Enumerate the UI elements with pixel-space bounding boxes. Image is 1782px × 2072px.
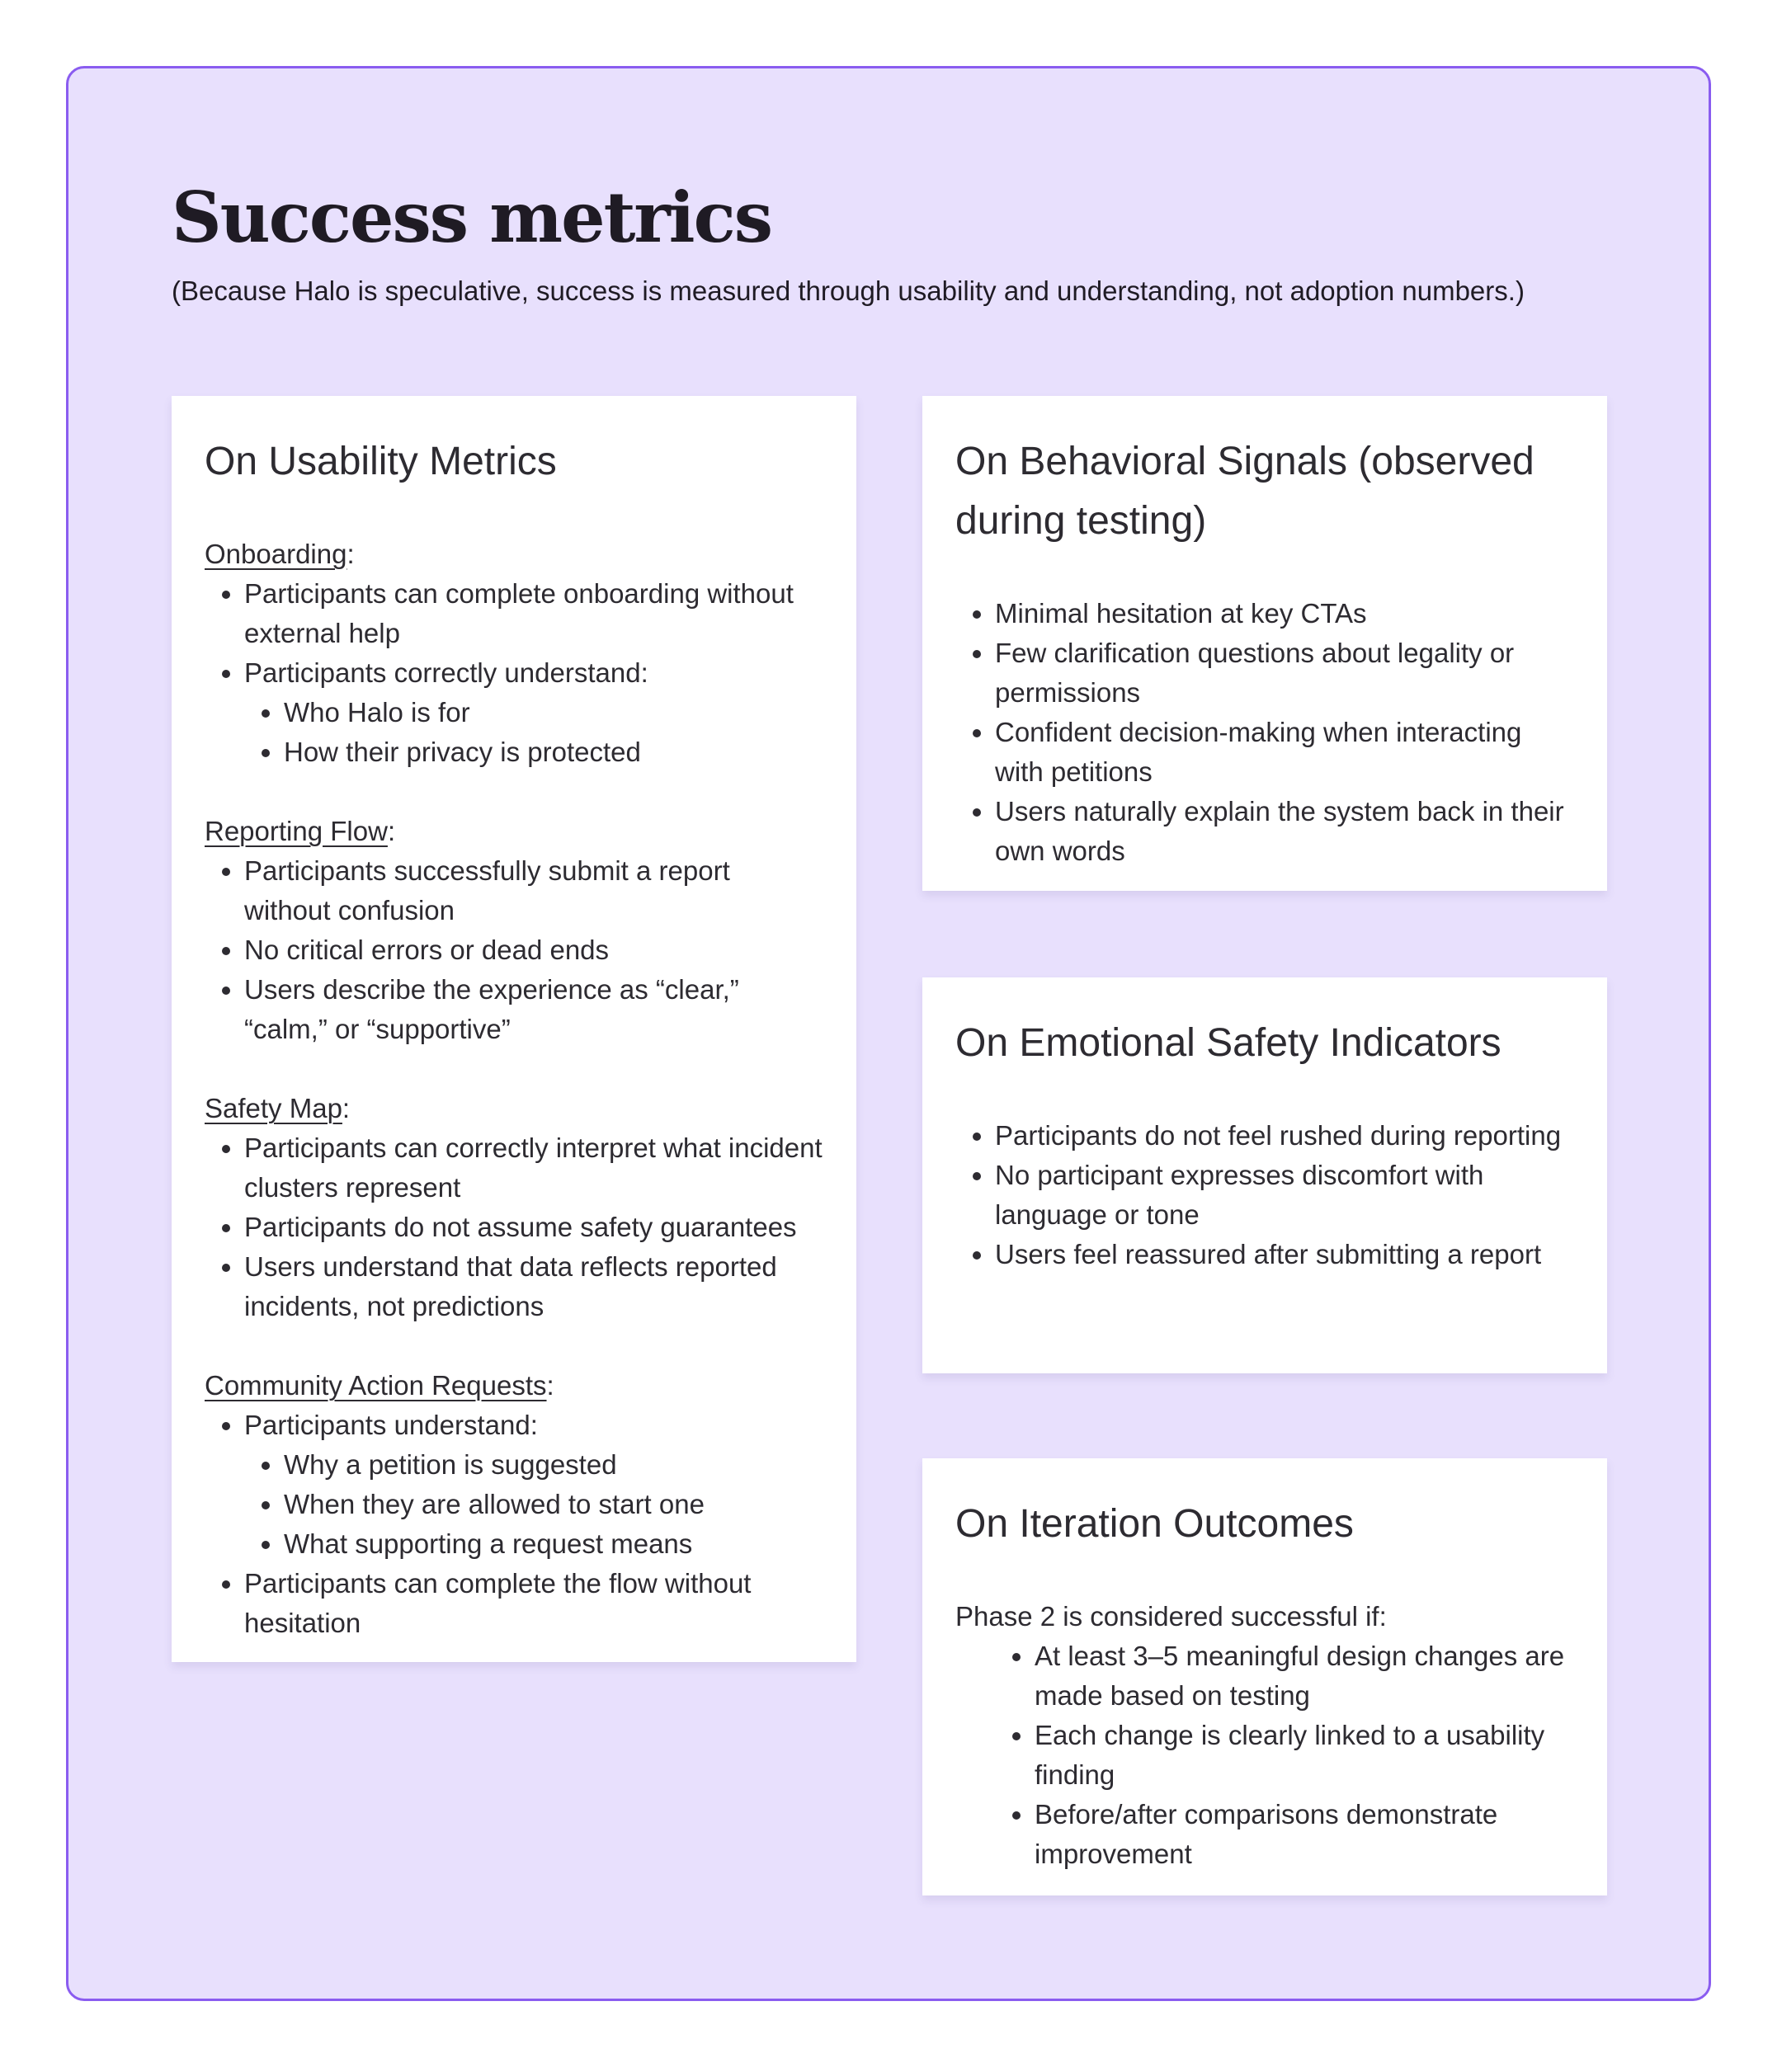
section-heading: Reporting Flow: [205, 816, 396, 846]
list-item: • Participants can complete the flow without hesitation [244, 1564, 823, 1643]
list-item: • Participants can complete onboarding without external help [244, 574, 823, 653]
list-item [244, 653, 823, 772]
iteration-outcomes-card [922, 1458, 1607, 1895]
community-action-section [205, 1366, 823, 1643]
list-item: • Who Halo is for [284, 693, 823, 732]
card-title: On Usability Metrics [205, 440, 557, 483]
list-item: • Users naturally explain the system back in their own words [995, 792, 1574, 871]
list-item: • Participants successfully submit a report without confusion [244, 851, 823, 930]
list-item: • When they are allowed to start one [284, 1485, 823, 1524]
list-item: • Participants do not feel rushed during reporting [995, 1116, 1574, 1156]
card-body [955, 594, 1574, 871]
card-title: On Behavioral Signals (observed during testing) [955, 440, 1534, 543]
list-item: • Confident decision-making when interacting with petitions [995, 713, 1574, 792]
behavioral-signals-card [922, 396, 1607, 891]
section-heading-label: Onboarding [205, 539, 347, 569]
reporting-flow-section [205, 812, 823, 1049]
intro-text: Phase 2 is considered successful if: [955, 1601, 1387, 1632]
list-item: • Minimal hesitation at key CTAs [995, 594, 1574, 633]
list-item: • Users describe the experience as “clear,” “calm,” or “supportive” [244, 970, 823, 1049]
list-item: • Why a petition is suggested [284, 1445, 823, 1485]
list-item: • How their privacy is protected [284, 732, 823, 772]
page-subtitle: (Because Halo is speculative, success is measured through usability and understanding, not adoption numbers.) [172, 275, 1525, 306]
bullet-list [955, 594, 1574, 871]
section-heading: Onboarding: [205, 539, 355, 569]
list-item: • Users understand that data reflects reported incidents, not predictions [244, 1247, 823, 1326]
list-item [244, 1406, 823, 1564]
section-heading-label: Community Action Requests [205, 1370, 547, 1401]
list-item: • Before/after comparisons demonstrate improvement [1035, 1795, 1574, 1874]
card-body [955, 1597, 1574, 1874]
bullet-list [955, 1636, 1574, 1874]
list-item: • Few clarification questions about legality or permissions [995, 633, 1574, 713]
list-item-label: Participants understand: [244, 1410, 538, 1440]
nested-bullet-list [244, 693, 823, 772]
safety-map-section [205, 1089, 823, 1326]
list-item: • What supporting a request means [284, 1524, 823, 1564]
section-heading-label: Reporting Flow [205, 816, 388, 846]
section-heading-label: Safety Map [205, 1093, 342, 1123]
card-title: On Emotional Safety Indicators [955, 1021, 1502, 1065]
list-item: • Participants do not assume safety guarantees [244, 1208, 823, 1247]
page-title: Success metrics [172, 177, 772, 258]
bullet-list [955, 1116, 1574, 1274]
bullet-list [205, 574, 823, 772]
emotional-safety-card [922, 977, 1607, 1373]
list-item: • At least 3–5 meaningful design changes are made based on testing [1035, 1636, 1574, 1716]
list-item: • Each change is clearly linked to a usability finding [1035, 1716, 1574, 1795]
section-heading: Community Action Requests: [205, 1370, 554, 1401]
onboarding-section [205, 534, 823, 772]
bullet-list [205, 1128, 823, 1326]
section-heading: Safety Map: [205, 1093, 351, 1123]
bullet-list [205, 851, 823, 1049]
card-body [205, 534, 823, 1643]
nested-bullet-list [244, 1445, 823, 1564]
list-item: • Users feel reassured after submitting a report [995, 1235, 1574, 1274]
card-title: On Iteration Outcomes [955, 1502, 1354, 1546]
usability-metrics-card [172, 396, 856, 1662]
list-item: • No participant expresses discomfort with language or tone [995, 1156, 1574, 1235]
bullet-list [205, 1406, 823, 1643]
card-body [955, 1116, 1574, 1274]
list-item: • Participants can correctly interpret what incident clusters represent [244, 1128, 823, 1208]
list-item: • No critical errors or dead ends [244, 930, 823, 970]
list-item-label: Participants correctly understand: [244, 657, 648, 688]
